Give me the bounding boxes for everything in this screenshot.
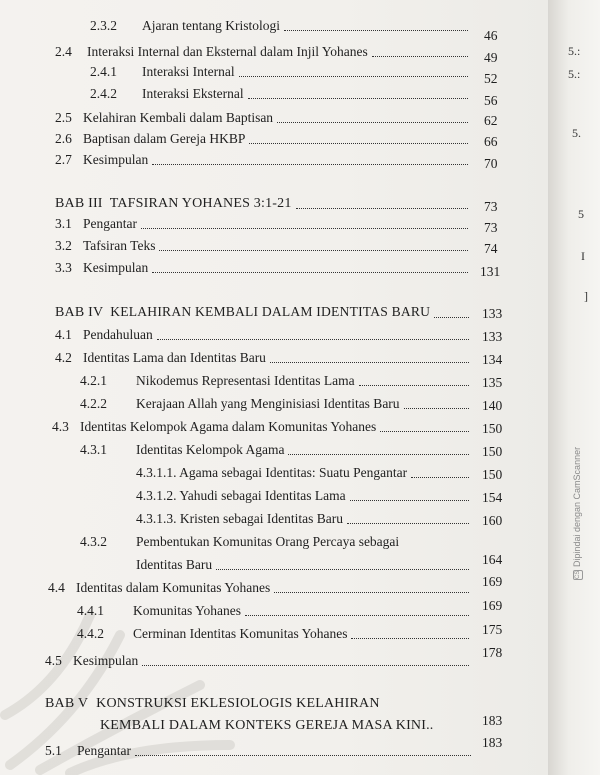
camscanner-icon: CS [574, 570, 581, 579]
adjacent-page-text: I [581, 249, 585, 263]
toc-page-number: 150 [482, 421, 503, 436]
toc-title: Kerajaan Allah yang Menginisiasi Identitas Baru [136, 396, 400, 411]
toc-entry[interactable] [90, 64, 472, 80]
toc-number: 4.2.2 [80, 396, 107, 411]
adjacent-page-text: 5. [572, 126, 581, 140]
toc-title: Interaksi Eksternal [142, 86, 244, 101]
toc-entry[interactable] [52, 419, 473, 435]
toc-entry[interactable] [90, 18, 472, 34]
toc-number: 4.4 [48, 580, 65, 595]
toc-leader [296, 208, 468, 209]
toc-entry[interactable] [136, 488, 473, 504]
toc-chapter-number: BAB IV [55, 305, 104, 320]
toc-chapter-title: KONSTRUKSI EKLESIOLOGIS KELAHIRAN [96, 696, 380, 711]
toc-chapter-entry[interactable] [55, 196, 472, 212]
toc-entry[interactable] [55, 260, 472, 276]
toc-entry[interactable] [55, 152, 472, 168]
toc-leader [380, 431, 469, 432]
toc-title: Pembentukan Komunitas Orang Percaya sebagai [136, 534, 400, 549]
toc-number: 2.3.2 [90, 18, 117, 33]
toc-title: Cerminan Identitas Komunitas Yohanes [133, 626, 348, 641]
toc-page-number: 131 [480, 264, 501, 279]
toc-entry[interactable] [136, 511, 473, 527]
scanner-watermark [572, 390, 583, 580]
toc-leader [274, 592, 469, 593]
toc-number: 4.1 [55, 327, 72, 342]
toc-leader [351, 638, 469, 639]
toc-chapter-number: BAB V [45, 696, 89, 711]
toc-title: Pengantar [83, 216, 137, 231]
toc-number: 3.2 [55, 238, 72, 253]
toc-leader [157, 339, 469, 340]
toc-page-number: 56 [484, 93, 498, 108]
toc-leader [152, 164, 468, 165]
toc-leader [288, 454, 469, 455]
toc-number: 5.1 [45, 743, 62, 758]
toc-page-number: 62 [484, 113, 498, 128]
toc-title: 4.3.1.3. Kristen sebagai Identitas Baru [136, 511, 343, 526]
toc-page-number: 150 [482, 444, 503, 459]
toc-title: 4.3.1.1. Agama sebagai Identitas: Suatu Pengantar [136, 465, 408, 480]
toc-chapter-number: BAB III [55, 196, 103, 211]
scanner-watermark-text: Dipindai dengan CamScanner [572, 446, 582, 567]
toc-title: Baptisan dalam Gereja HKBP [83, 131, 246, 146]
toc-entry[interactable] [80, 534, 473, 550]
toc-entry[interactable] [55, 350, 473, 366]
adjacent-page-text: 5 [578, 207, 584, 221]
toc-number: 2.6 [55, 131, 72, 146]
toc-leader [434, 317, 469, 318]
toc-title: Identitas Kelompok Agama dalam Komunitas Yohanes [80, 419, 377, 434]
toc-page-number: 135 [482, 375, 503, 390]
toc-leader [152, 272, 468, 273]
toc-leader [245, 615, 469, 616]
toc-page-number: 134 [482, 352, 503, 367]
toc-page-number: 150 [482, 467, 503, 482]
toc-leader [284, 30, 468, 31]
toc-entry-continuation[interactable] [136, 557, 473, 573]
toc-entry[interactable] [55, 110, 472, 126]
toc-entry[interactable] [77, 626, 473, 642]
toc-page-number: 52 [484, 71, 498, 86]
adjacent-page-edge [548, 0, 600, 775]
toc-page-number: 73 [484, 199, 498, 214]
toc-title: Kesimpulan [83, 260, 149, 275]
toc-page-number: 160 [482, 513, 503, 528]
toc-page-number: 46 [484, 28, 498, 43]
adjacent-page-text: ] [584, 289, 588, 303]
toc-page-number: 154 [482, 490, 503, 505]
toc-page-number: 169 [482, 598, 503, 613]
toc-entry[interactable] [55, 216, 472, 232]
toc-title: Identitas dalam Komunitas Yohanes [76, 580, 271, 595]
toc-entry[interactable] [55, 44, 472, 60]
toc-entry[interactable] [45, 653, 473, 669]
toc-chapter-title: TAFSIRAN YOHANES 3:1-21 [109, 196, 292, 211]
toc-leader [135, 755, 471, 756]
toc-leader [350, 500, 469, 501]
toc-chapter-entry[interactable] [45, 696, 475, 712]
toc-leader [216, 569, 469, 570]
toc-title: Pendahuluan [83, 327, 153, 342]
toc-entry[interactable] [90, 86, 472, 102]
toc-number: 4.5 [45, 653, 62, 668]
toc-title: Pengantar [77, 743, 131, 758]
toc-number: 4.2 [55, 350, 72, 365]
toc-title: Kelahiran Kembali dalam Baptisan [83, 110, 274, 125]
toc-entry[interactable] [55, 327, 473, 343]
toc-title: Identitas Lama dan Identitas Baru [83, 350, 266, 365]
toc-page-number: 178 [482, 645, 503, 660]
toc-chapter-entry-continuation[interactable] [100, 718, 475, 734]
toc-page-number: 169 [482, 574, 503, 589]
toc-title: Kesimpulan [83, 152, 149, 167]
toc-leader [404, 408, 469, 409]
toc-leader [141, 228, 468, 229]
toc-title: 4.3.1.2. Yahudi sebagai Identitas Lama [136, 488, 346, 503]
toc-page-number: 164 [482, 552, 503, 567]
toc-number: 4.4.1 [77, 603, 104, 618]
toc-entry[interactable] [55, 238, 472, 254]
toc-title: Komunitas Yohanes [133, 603, 242, 618]
toc-chapter-title: KEMBALI DALAM KONTEKS GEREJA MASA KINI.. [100, 718, 434, 733]
leaf-watermark [0, 515, 240, 775]
toc-entry[interactable] [80, 373, 473, 389]
toc-page-number: 74 [484, 241, 498, 256]
toc-leader [372, 56, 468, 57]
toc-number: 4.2.1 [80, 373, 107, 388]
toc-page-number: 175 [482, 622, 503, 637]
toc-leader [411, 477, 469, 478]
toc-leader [277, 122, 468, 123]
toc-leader [248, 98, 468, 99]
adjacent-page-text: 5.: [568, 67, 581, 81]
toc-number: 4.3 [52, 419, 69, 434]
toc-title: Nikodemus Representasi Identitas Lama [136, 373, 355, 388]
toc-title: Interaksi Internal dan Eksternal dalam Injil Yohanes [87, 44, 368, 59]
toc-entry[interactable] [77, 603, 473, 619]
toc-page-number: 140 [482, 398, 503, 413]
toc-title: Ajaran tentang Kristologi [142, 18, 280, 33]
toc-page-number: 133 [482, 306, 503, 321]
toc-number: 4.4.2 [77, 626, 104, 641]
toc-title: Identitas Kelompok Agama [136, 442, 285, 457]
adjacent-page-text: 5.: [568, 44, 581, 58]
toc-title: Interaksi Internal [142, 64, 235, 79]
toc-number: 2.4.1 [90, 64, 117, 79]
toc-page-number: 73 [484, 220, 498, 235]
toc-number: 2.4 [55, 44, 72, 59]
toc-chapter-title: KELAHIRAN KEMBALI DALAM IDENTITAS BARU [110, 304, 431, 319]
toc-leader [239, 76, 468, 77]
toc-entry[interactable] [45, 743, 475, 759]
toc-title: Tafsiran Teks [83, 238, 156, 253]
toc-number: 2.4.2 [90, 86, 117, 101]
toc-page-number: 183 [482, 735, 503, 750]
toc-entry[interactable] [80, 396, 473, 412]
toc-page-number: 66 [484, 134, 498, 149]
toc-leader [347, 523, 469, 524]
toc-entry[interactable] [136, 465, 473, 481]
toc-page-number: 183 [482, 713, 503, 728]
toc-number: 2.7 [55, 152, 72, 167]
toc-title: Identitas Baru [136, 557, 213, 572]
toc-page-number: 133 [482, 329, 503, 344]
toc-title: Kesimpulan [73, 653, 139, 668]
toc-number: 4.3.1 [80, 442, 107, 457]
toc-page-number: 70 [484, 156, 498, 171]
toc-entry[interactable] [80, 442, 473, 458]
toc-chapter-entry[interactable] [55, 304, 473, 321]
toc-leader [270, 362, 469, 363]
toc-leader [159, 250, 468, 251]
toc-number: 2.5 [55, 110, 72, 125]
toc-leader [249, 143, 468, 144]
toc-entry[interactable] [48, 580, 473, 596]
toc-page-number: 49 [484, 50, 498, 65]
toc-entry[interactable] [55, 131, 472, 147]
toc-number: 3.3 [55, 260, 72, 275]
toc-leader [142, 665, 469, 666]
toc-leader [359, 385, 469, 386]
toc-number: 4.3.2 [80, 534, 107, 549]
toc-number: 3.1 [55, 216, 72, 231]
